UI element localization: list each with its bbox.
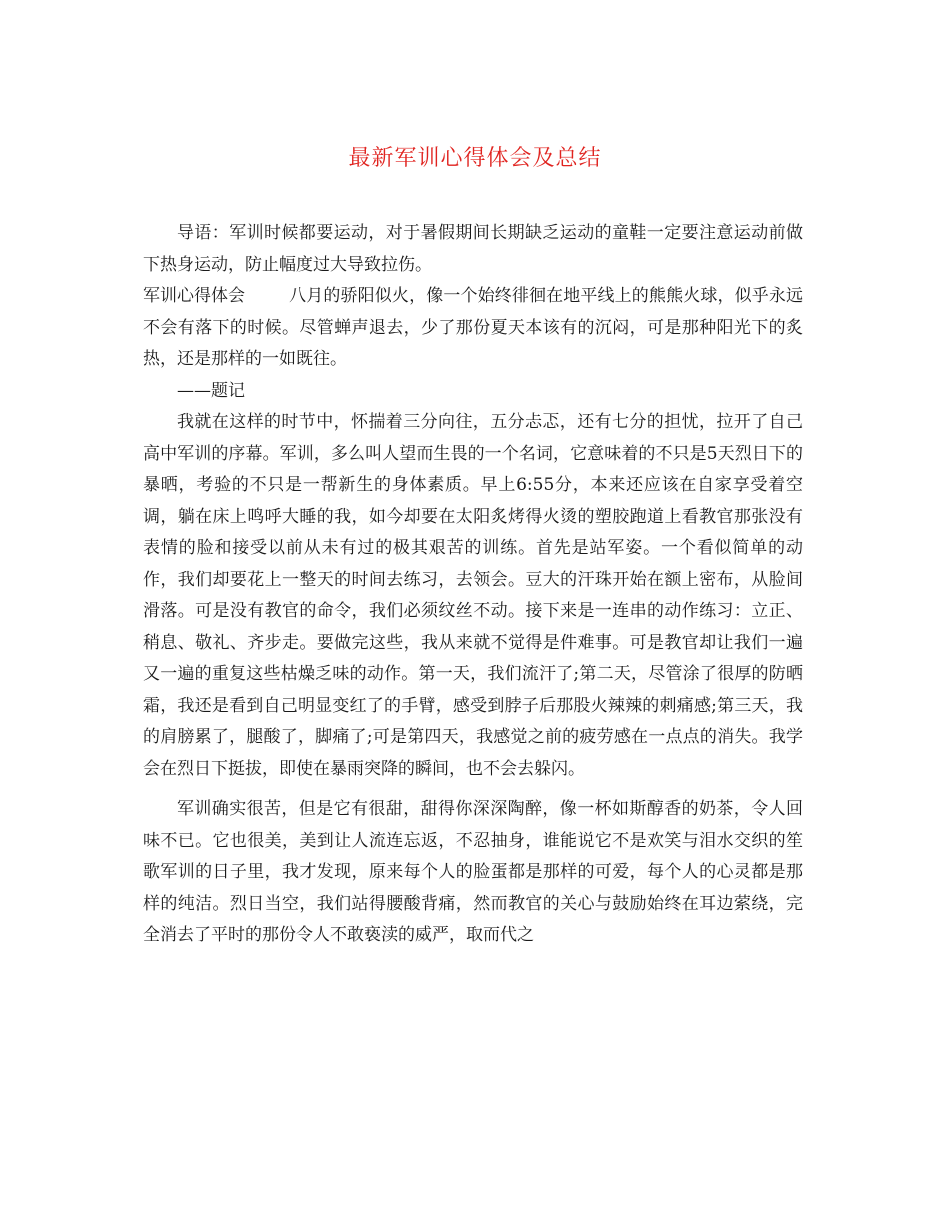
body-paragraph-2: 军训确实很苦，但是它有很甜，甜得你深深陶醉，像一杯如斯醇香的奶茶，令人回味不已。它也很美，美到让人流连忘返，不忍抽身，谁能说它不是欢笑与泪水交织的笙歌军训的日子里，我才发现，原来每个人的脸蛋都是那样的可爱，每个人的心灵都是那样的纯洁。烈日当空，我们站得腰酸背痛，然而教官的关心与鼓励始终在耳边萦绕，完全消去了平时的那份令人不敢亵渎的威严，取而代之 (143, 799, 803, 945)
page-title: 最新军训心得体会及总结 (348, 146, 602, 171)
epigraph-text: 八月的骄阳似火，像一个始终徘徊在地平线上的熊熊火球，似乎永远不会有落下的时候。尽管蝉声退去，少了那份夏天本该有的沉闷，可是那种阳光下的炙热，还是那样的一如既往。 (143, 286, 803, 369)
epigraph-paragraph (143, 281, 803, 376)
section-label: 军训心得体会 (143, 286, 245, 306)
document-body (143, 218, 803, 952)
epigraph-source: ——题记 (177, 380, 245, 401)
body-paragraph-1: 我就在这样的时节中，怀揣着三分向往，五分忐忑，还有七分的担忧，拉开了自己高中军训的序幕。军训，多么叫人望而生畏的一个名词，它意味着的不只是5天烈日下的暴晒，考验的不只是一帮新生的身体素质。早上6:55分，本来还应该在自家享受着空调，躺在床上鸣呼大睡的我，如今却要在太阳炙烤得火烫的塑胶跑道上看教官那张没有表情的脸和接受以前从未有过的极其艰苦的训练。首先是站军姿。一个看似简单的动作，我们却要花上一整天的时间去练习，去领会。豆大的汗珠开始在额上密布，从脸间滑落。可是没有教官的命令，我们必须纹丝不动。接下来是一连串的动作练习：立正、稍息、敬礼、齐步走。要做完这些，我从来就不觉得是件难事。可是教官却让我们一遍又一遍的重复这些枯燥乏味的动作。第一天，我们流汗了;第二天，尽管涂了很厚的防晒霜，我还是看到自己明显变红了的手臂，感受到脖子后那股火辣辣的刺痛感;第三天，我的肩膀累了，腿酸了，脚痛了;可是第四天，我感觉之前的疲劳感在一点点的消失。我学会在烈日下挺拔，即使在暴雨突降的瞬间，也不会去躲闪。 (143, 412, 803, 779)
intro-paragraph: 导语：军训时候都要运动，对于暑假期间长期缺乏运动的童鞋一定要注意运动前做下热身运动，防止幅度过大导致拉伤。 (143, 223, 803, 275)
